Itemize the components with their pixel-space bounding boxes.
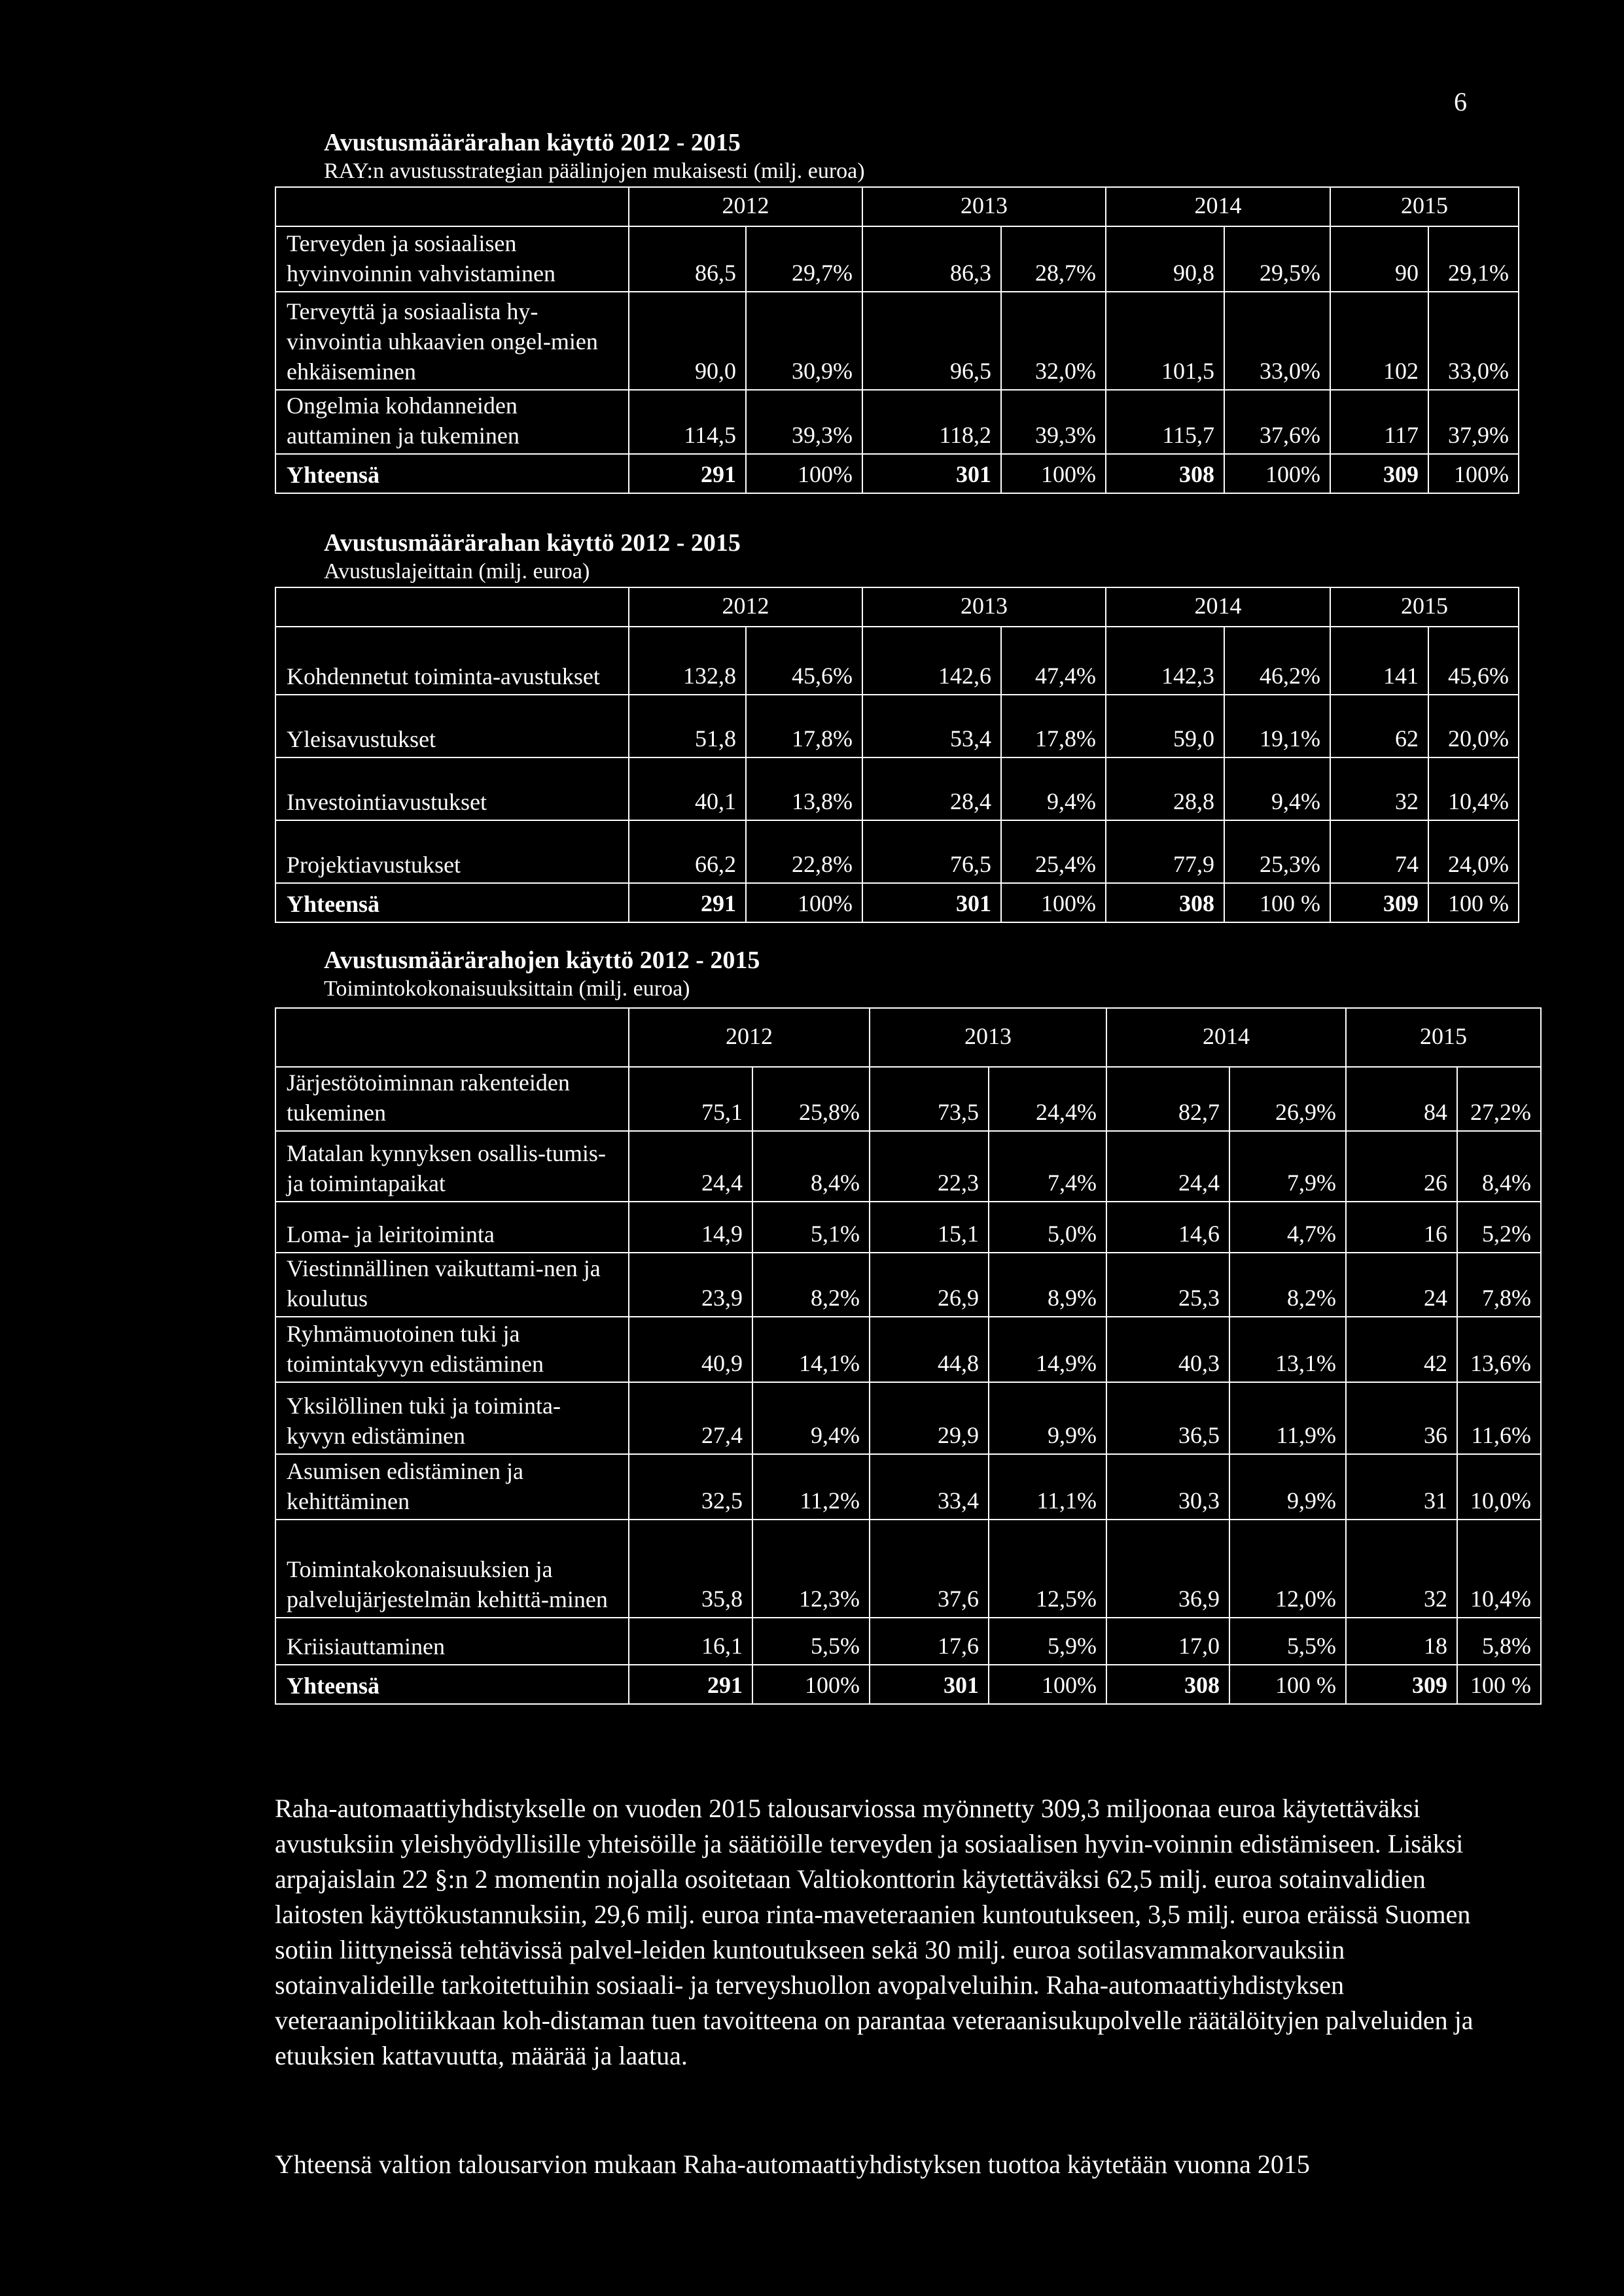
value-cell: 28,8 — [1106, 757, 1224, 820]
percent-cell: 7,9% — [1229, 1131, 1346, 1202]
value-cell: 40,3 — [1106, 1317, 1229, 1382]
row-label: Yleisavustukset — [275, 695, 629, 757]
row-label: Investointiavustukset — [275, 757, 629, 820]
percent-cell: 9,4% — [1224, 757, 1330, 820]
percent-cell: 10,0% — [1457, 1454, 1541, 1520]
value-cell: 117 — [1330, 390, 1428, 454]
percent-cell: 100 % — [1457, 1665, 1541, 1704]
percent-cell: 100% — [746, 454, 862, 493]
value-cell: 31 — [1346, 1454, 1457, 1520]
percent-cell: 24,0% — [1428, 820, 1519, 883]
percent-cell: 33,0% — [1428, 292, 1519, 390]
value-cell: 36,9 — [1106, 1520, 1229, 1618]
percent-cell: 5,0% — [989, 1202, 1106, 1253]
percent-cell: 5,2% — [1457, 1202, 1541, 1253]
value-cell: 44,8 — [870, 1317, 989, 1382]
value-cell: 23,9 — [629, 1253, 752, 1317]
value-cell: 101,5 — [1106, 292, 1224, 390]
percent-cell: 100 % — [1224, 883, 1330, 922]
percent-cell: 100% — [1001, 883, 1106, 922]
row-label: Yksilöllinen tuki ja toiminta-kyvyn edistäminen — [275, 1382, 629, 1454]
percent-cell: 5,5% — [752, 1618, 870, 1665]
row-label: Yhteensä — [275, 883, 629, 922]
row-label: Terveyden ja sosiaalisen hyvinvoinnin vahvistaminen — [275, 226, 629, 292]
table-row — [275, 226, 1519, 292]
value-cell: 308 — [1106, 883, 1224, 922]
total-row — [275, 883, 1519, 922]
section-title: Avustusmäärärahan käyttö 2012 - 2015 — [324, 529, 741, 557]
data-table — [275, 587, 1519, 923]
percent-cell: 32,0% — [1001, 292, 1106, 390]
value-cell: 26 — [1346, 1131, 1457, 1202]
value-cell: 59,0 — [1106, 695, 1224, 757]
table-row — [275, 1454, 1541, 1520]
year-header: 2014 — [1106, 587, 1330, 627]
percent-cell: 9,4% — [752, 1382, 870, 1454]
percent-cell: 5,5% — [1229, 1618, 1346, 1665]
year-header: 2012 — [629, 187, 862, 226]
value-cell: 77,9 — [1106, 820, 1224, 883]
table-row — [275, 627, 1519, 695]
value-cell: 14,6 — [1106, 1202, 1229, 1253]
percent-cell: 12,0% — [1229, 1520, 1346, 1618]
value-cell: 84 — [1346, 1067, 1457, 1131]
header-blank-cell — [275, 1008, 629, 1067]
percent-cell: 100% — [989, 1665, 1106, 1704]
percent-cell: 9,9% — [1229, 1454, 1346, 1520]
percent-cell: 14,9% — [989, 1317, 1106, 1382]
section-title: Avustusmäärärahan käyttö 2012 - 2015 — [324, 129, 741, 156]
value-cell: 18 — [1346, 1618, 1457, 1665]
row-label: Ryhmämuotoinen tuki ja toimintakyvyn edistäminen — [275, 1317, 629, 1382]
table-row — [275, 1131, 1541, 1202]
total-row — [275, 454, 1519, 493]
value-cell: 308 — [1106, 1665, 1229, 1704]
percent-cell: 25,3% — [1224, 820, 1330, 883]
table-row — [275, 1253, 1541, 1317]
value-cell: 32 — [1330, 757, 1428, 820]
value-cell: 36,5 — [1106, 1382, 1229, 1454]
table-row — [275, 1520, 1541, 1618]
section-title: Avustusmäärärahojen käyttö 2012 - 2015 — [324, 947, 760, 974]
table-row — [275, 757, 1519, 820]
year-header: 2015 — [1330, 587, 1519, 627]
percent-cell: 11,2% — [752, 1454, 870, 1520]
value-cell: 308 — [1106, 454, 1224, 493]
percent-cell: 29,7% — [746, 226, 862, 292]
value-cell: 90,0 — [629, 292, 746, 390]
value-cell: 291 — [629, 1665, 752, 1704]
section-subtitle: RAY:n avustusstrategian päälinjojen mukaisesti (milj. euroa) — [324, 159, 865, 183]
value-cell: 73,5 — [870, 1067, 989, 1131]
row-label: Kohdennetut toiminta-avustukset — [275, 627, 629, 695]
percent-cell: 25,4% — [1001, 820, 1106, 883]
header-row — [275, 187, 1519, 226]
value-cell: 90 — [1330, 226, 1428, 292]
percent-cell: 13,1% — [1229, 1317, 1346, 1382]
row-label: Loma- ja leiritoiminta — [275, 1202, 629, 1253]
value-cell: 142,3 — [1106, 627, 1224, 695]
value-cell: 30,3 — [1106, 1454, 1229, 1520]
value-cell: 309 — [1346, 1665, 1457, 1704]
value-cell: 24,4 — [629, 1131, 752, 1202]
paragraph: Raha-automaattiyhdistykselle on vuoden 2015 talousarviossa myönnetty 309,3 miljoonaa euroa käytettäväksi avustuksiin yleishyödyllisille yhteisöille ja säätiöille terveyden ja sosiaalisen hyvin-voinnin edistämiseen. Lisäksi arpajaislain 22 §:n 2 momentin nojalla osoitetaan Valtiokonttorin käytettäväksi 62,5 milj. euroa sotainvalidien laitosten käyttökustannuksiin, 29,6 milj. euroa rinta-maveteraanien kuntoutukseen, 3,5 milj. euroa eräissä Suomen sotiin liittyneissä tehtävissä palvel-leiden kuntoutukseen sekä 30 milj. euroa sotilasvammakorvauksiin sotainvalideille tarkoitettuihin sosiaali- ja terveyshuollon avopalveluihin. Raha-automaattiyhdistyksen veteraanipolitiikkaan koh-distaman tuen tavoitteena on parantaa veteraanisukupolvelle räätälöityjen palveluiden ja etuuksien kattavuutta, määrää ja laatua. — [275, 1794, 1474, 2070]
value-cell: 309 — [1330, 454, 1428, 493]
percent-cell: 37,9% — [1428, 390, 1519, 454]
value-cell: 16 — [1346, 1202, 1457, 1253]
percent-cell: 8,9% — [989, 1253, 1106, 1317]
percent-cell: 26,9% — [1229, 1067, 1346, 1131]
percent-cell: 30,9% — [746, 292, 862, 390]
value-cell: 40,9 — [629, 1317, 752, 1382]
table-row — [275, 695, 1519, 757]
value-cell: 27,4 — [629, 1382, 752, 1454]
percent-cell: 11,6% — [1457, 1382, 1541, 1454]
header-row — [275, 587, 1519, 627]
percent-cell: 7,8% — [1457, 1253, 1541, 1317]
value-cell: 26,9 — [870, 1253, 989, 1317]
percent-cell: 4,7% — [1229, 1202, 1346, 1253]
percent-cell: 100% — [752, 1665, 870, 1704]
value-cell: 15,1 — [870, 1202, 989, 1253]
percent-cell: 25,8% — [752, 1067, 870, 1131]
page-number: 6 — [1454, 87, 1467, 116]
value-cell: 37,6 — [870, 1520, 989, 1618]
year-header: 2013 — [862, 587, 1106, 627]
data-table — [275, 186, 1519, 494]
percent-cell: 100 % — [1229, 1665, 1346, 1704]
percent-cell: 5,9% — [989, 1618, 1106, 1665]
value-cell: 82,7 — [1106, 1067, 1229, 1131]
value-cell: 142,6 — [862, 627, 1001, 695]
value-cell: 114,5 — [629, 390, 746, 454]
percent-cell: 100% — [1428, 454, 1519, 493]
percent-cell: 100% — [1224, 454, 1330, 493]
table-row — [275, 1382, 1541, 1454]
percent-cell: 22,8% — [746, 820, 862, 883]
value-cell: 36 — [1346, 1382, 1457, 1454]
percent-cell: 27,2% — [1457, 1067, 1541, 1131]
percent-cell: 47,4% — [1001, 627, 1106, 695]
percent-cell: 100% — [746, 883, 862, 922]
percent-cell: 17,8% — [1001, 695, 1106, 757]
percent-cell: 100 % — [1428, 883, 1519, 922]
row-label: Järjestötoiminnan rakenteiden tukeminen — [275, 1067, 629, 1131]
table-row — [275, 292, 1519, 390]
percent-cell: 8,2% — [752, 1253, 870, 1317]
percent-cell: 8,2% — [1229, 1253, 1346, 1317]
value-cell: 75,1 — [629, 1067, 752, 1131]
value-cell: 76,5 — [862, 820, 1001, 883]
value-cell: 115,7 — [1106, 390, 1224, 454]
value-cell: 66,2 — [629, 820, 746, 883]
value-cell: 132,8 — [629, 627, 746, 695]
percent-cell: 13,6% — [1457, 1317, 1541, 1382]
year-header: 2015 — [1330, 187, 1519, 226]
value-cell: 42 — [1346, 1317, 1457, 1382]
percent-cell: 24,4% — [989, 1067, 1106, 1131]
value-cell: 53,4 — [862, 695, 1001, 757]
year-header: 2012 — [629, 587, 862, 627]
body-text — [275, 1791, 1479, 2074]
percent-cell: 14,1% — [752, 1317, 870, 1382]
section-subtitle: Avustuslajeittain (milj. euroa) — [324, 559, 590, 583]
year-header: 2013 — [870, 1008, 1106, 1067]
value-cell: 32 — [1346, 1520, 1457, 1618]
value-cell: 33,4 — [870, 1454, 989, 1520]
row-label: Yhteensä — [275, 1665, 629, 1704]
year-header: 2014 — [1106, 187, 1330, 226]
value-cell: 40,1 — [629, 757, 746, 820]
header-blank-cell — [275, 187, 629, 226]
paragraph: Yhteensä valtion talousarvion mukaan Raha-automaattiyhdistyksen tuottoa käytetään vuonna 2015 — [275, 2149, 1310, 2179]
percent-cell: 20,0% — [1428, 695, 1519, 757]
table-row — [275, 1067, 1541, 1131]
value-cell: 86,3 — [862, 226, 1001, 292]
percent-cell: 10,4% — [1457, 1520, 1541, 1618]
section-subtitle: Toimintokokonaisuuksittain (milj. euroa) — [324, 977, 690, 1001]
table-row — [275, 1317, 1541, 1382]
percent-cell: 5,8% — [1457, 1618, 1541, 1665]
percent-cell: 29,1% — [1428, 226, 1519, 292]
percent-cell: 9,4% — [1001, 757, 1106, 820]
percent-cell: 8,4% — [752, 1131, 870, 1202]
row-label: Viestinnällinen vaikuttami-nen ja koulutus — [275, 1253, 629, 1317]
value-cell: 35,8 — [629, 1520, 752, 1618]
value-cell: 291 — [629, 883, 746, 922]
percent-cell: 11,9% — [1229, 1382, 1346, 1454]
total-row — [275, 1665, 1541, 1704]
value-cell: 14,9 — [629, 1202, 752, 1253]
value-cell: 74 — [1330, 820, 1428, 883]
value-cell: 32,5 — [629, 1454, 752, 1520]
value-cell: 28,4 — [862, 757, 1001, 820]
year-header: 2015 — [1346, 1008, 1541, 1067]
value-cell: 62 — [1330, 695, 1428, 757]
table-row — [275, 390, 1519, 454]
percent-cell: 33,0% — [1224, 292, 1330, 390]
percent-cell: 45,6% — [746, 627, 862, 695]
value-cell: 17,6 — [870, 1618, 989, 1665]
percent-cell: 10,4% — [1428, 757, 1519, 820]
value-cell: 301 — [870, 1665, 989, 1704]
value-cell: 17,0 — [1106, 1618, 1229, 1665]
value-cell: 141 — [1330, 627, 1428, 695]
percent-cell: 5,1% — [752, 1202, 870, 1253]
value-cell: 90,8 — [1106, 226, 1224, 292]
percent-cell: 39,3% — [1001, 390, 1106, 454]
percent-cell: 28,7% — [1001, 226, 1106, 292]
table-row — [275, 1618, 1541, 1665]
value-cell: 309 — [1330, 883, 1428, 922]
value-cell: 25,3 — [1106, 1253, 1229, 1317]
value-cell: 301 — [862, 883, 1001, 922]
percent-cell: 9,9% — [989, 1382, 1106, 1454]
percent-cell: 17,8% — [746, 695, 862, 757]
row-label: Yhteensä — [275, 454, 629, 493]
percent-cell: 37,6% — [1224, 390, 1330, 454]
value-cell: 291 — [629, 454, 746, 493]
percent-cell: 19,1% — [1224, 695, 1330, 757]
row-label: Matalan kynnyksen osallis-tumis- ja toimintapaikat — [275, 1131, 629, 1202]
table-row — [275, 820, 1519, 883]
value-cell: 16,1 — [629, 1618, 752, 1665]
year-header: 2013 — [862, 187, 1106, 226]
table-row — [275, 1202, 1541, 1253]
value-cell: 24,4 — [1106, 1131, 1229, 1202]
row-label: Asumisen edistäminen ja kehittäminen — [275, 1454, 629, 1520]
data-table — [275, 1007, 1542, 1705]
value-cell: 86,5 — [629, 226, 746, 292]
row-label: Toimintakokonaisuuksien ja palvelujärjestelmän kehittä-minen — [275, 1520, 629, 1618]
percent-cell: 8,4% — [1457, 1131, 1541, 1202]
year-header: 2014 — [1106, 1008, 1346, 1067]
row-label: Kriisiauttaminen — [275, 1618, 629, 1665]
percent-cell: 13,8% — [746, 757, 862, 820]
value-cell: 96,5 — [862, 292, 1001, 390]
percent-cell: 12,5% — [989, 1520, 1106, 1618]
percent-cell: 46,2% — [1224, 627, 1330, 695]
body-text-tail — [275, 2147, 1479, 2182]
percent-cell: 7,4% — [989, 1131, 1106, 1202]
percent-cell: 29,5% — [1224, 226, 1330, 292]
value-cell: 301 — [862, 454, 1001, 493]
header-row — [275, 1008, 1541, 1067]
percent-cell: 12,3% — [752, 1520, 870, 1618]
percent-cell: 100% — [1001, 454, 1106, 493]
value-cell: 102 — [1330, 292, 1428, 390]
row-label: Ongelmia kohdanneiden auttaminen ja tukeminen — [275, 390, 629, 454]
value-cell: 51,8 — [629, 695, 746, 757]
header-blank-cell — [275, 587, 629, 627]
percent-cell: 11,1% — [989, 1454, 1106, 1520]
value-cell: 24 — [1346, 1253, 1457, 1317]
row-label: Terveyttä ja sosiaalista hy-vinvointia uhkaavien ongel-mien ehkäiseminen — [275, 292, 629, 390]
row-label: Projektiavustukset — [275, 820, 629, 883]
percent-cell: 45,6% — [1428, 627, 1519, 695]
value-cell: 118,2 — [862, 390, 1001, 454]
year-header: 2012 — [629, 1008, 870, 1067]
value-cell: 29,9 — [870, 1382, 989, 1454]
value-cell: 22,3 — [870, 1131, 989, 1202]
percent-cell: 39,3% — [746, 390, 862, 454]
